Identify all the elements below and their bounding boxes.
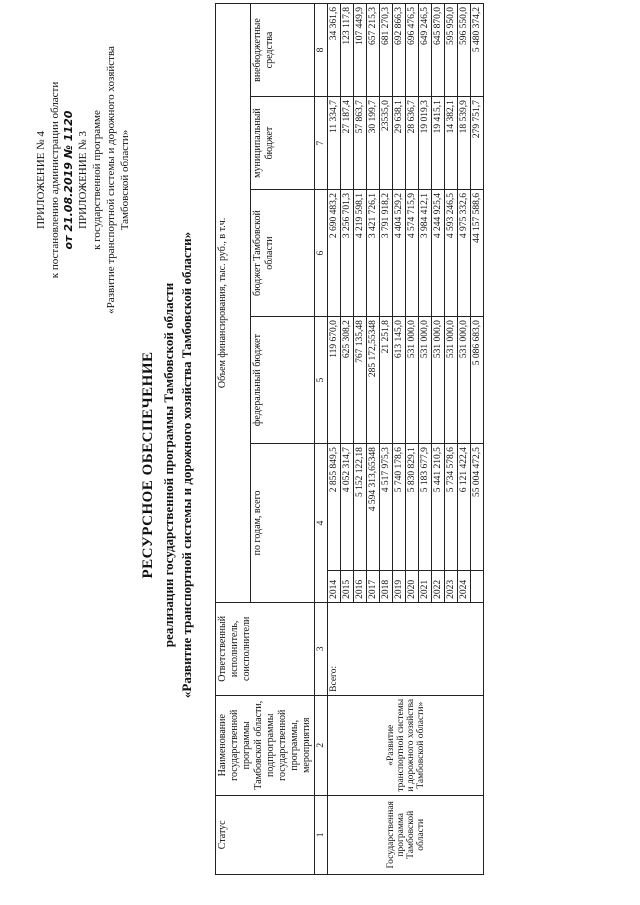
- document-subtitle: реализации государственной программы Тамбовской области: [161, 282, 176, 648]
- col-number: 6: [315, 190, 328, 317]
- header-by-year: по годам, всего: [251, 444, 315, 603]
- header-responsible: Ответственный исполнитель, соисполнители: [216, 602, 315, 695]
- municipal-cell: 28 636,7: [406, 97, 419, 190]
- year-cell: 2024: [458, 571, 471, 603]
- header-volume: Объем финансирования, тыс. руб., в т.ч.: [216, 4, 251, 603]
- table-body: [328, 4, 484, 875]
- year-cell: 2015: [341, 571, 354, 603]
- appendix-line-3: ПРИЛОЖЕНИЕ № 3: [77, 131, 89, 229]
- year-cell: 2019: [393, 571, 406, 603]
- federal-cell: 531 000,0: [406, 317, 419, 444]
- extra-cell: 696 476,5: [406, 4, 419, 97]
- regional-cell: 3 984 412,1: [419, 190, 432, 317]
- year-cell: 2021: [419, 571, 432, 603]
- total-cell: 2 855 849,5: [328, 444, 341, 571]
- municipal-cell: 57 863,7: [354, 97, 367, 190]
- year-cell: 2018: [380, 571, 393, 603]
- total-cell: 6 121 422,4: [458, 444, 471, 571]
- year-cell: 2022: [432, 571, 445, 603]
- extra-cell: 123 117,8: [341, 4, 354, 97]
- municipal-cell: 18 539,9: [458, 97, 471, 190]
- extra-cell: 595 950,0: [445, 4, 458, 97]
- year-cell: 2014: [328, 571, 341, 603]
- summary-total-cell: 55 004 472,5: [471, 444, 484, 571]
- federal-cell: 767 135,48: [354, 317, 367, 444]
- total-cell: 5 830 829,1: [406, 444, 419, 571]
- appendix-line-5: «Развитие транспортной системы и дорожного хозяйства: [105, 46, 117, 314]
- municipal-cell: 19 019,3: [419, 97, 432, 190]
- regional-cell: 3 256 701,3: [341, 190, 354, 317]
- regional-cell: 4 593 246,5: [445, 190, 458, 317]
- year-cell: 2017: [367, 571, 380, 603]
- summary-extra-cell: 5 480 374,2: [471, 4, 484, 97]
- col-number: 1: [315, 795, 328, 874]
- extra-cell: 645 870,0: [432, 4, 445, 97]
- total-cell: 4 517 975,3: [380, 444, 393, 571]
- document-title: РЕСУРСНОЕ ОБЕСПЕЧЕНИЕ: [140, 351, 156, 579]
- municipal-cell: 14 382,1: [445, 97, 458, 190]
- extra-cell: 649 246,5: [419, 4, 432, 97]
- col-number: 2: [315, 695, 328, 795]
- regional-cell: 4 404 529,2: [393, 190, 406, 317]
- extra-cell: 107 449,9: [354, 4, 367, 97]
- appendix-line-1: ПРИЛОЖЕНИЕ № 4: [35, 131, 47, 229]
- summary-regional-cell: 44 157 588,6: [471, 190, 484, 317]
- header-municipal: муниципальный бюджет: [251, 97, 315, 190]
- federal-cell: 531 000,0: [458, 317, 471, 444]
- federal-cell: 625 308,2: [341, 317, 354, 444]
- header-regional: бюджет Тамбовской области: [251, 190, 315, 317]
- municipal-cell: 27 187,4: [341, 97, 354, 190]
- federal-cell: 531 000,0: [419, 317, 432, 444]
- summary-municipal-cell: 279 751,7: [471, 97, 484, 190]
- summary-federal-cell: 5 086 683,0: [471, 317, 484, 444]
- federal-cell: 119 670,0: [328, 317, 341, 444]
- appendix-line-6: Тамбовской области»: [119, 129, 131, 231]
- total-cell: 5 734 578,6: [445, 444, 458, 571]
- federal-cell: 285 172,55348: [367, 317, 380, 444]
- col-number: 5: [315, 317, 328, 444]
- regional-cell: 3 421 726,1: [367, 190, 380, 317]
- col-number: 7: [315, 97, 328, 190]
- header-status: Статус: [216, 795, 315, 874]
- municipal-cell: 30 199,7: [367, 97, 380, 190]
- total-cell: 5 152 122,18: [354, 444, 367, 571]
- total-cell: 4 052 314,7: [341, 444, 354, 571]
- status-cell: Государственная программа Тамбовской области: [328, 795, 484, 874]
- signature-date: от 21.08.2019 № 1120: [62, 110, 75, 250]
- col-number: 3: [315, 602, 328, 695]
- appendix-line-2: к постановлению администрации области: [49, 81, 61, 279]
- federal-cell: 531 000,0: [445, 317, 458, 444]
- appendix-line-4: к государственной программе: [91, 110, 103, 250]
- extra-cell: 596 550,0: [458, 4, 471, 97]
- municipal-cell: 29 638,1: [393, 97, 406, 190]
- resource-table: [215, 3, 484, 875]
- federal-cell: 613 145,0: [393, 317, 406, 444]
- year-cell: 2016: [354, 571, 367, 603]
- table-row: [328, 4, 341, 875]
- total-cell: 4 594 313,65348: [367, 444, 380, 571]
- headings: [140, 155, 195, 775]
- year-cell: 2023: [445, 571, 458, 603]
- federal-cell: 21 251,8: [380, 317, 393, 444]
- extra-cell: 657 215,3: [367, 4, 380, 97]
- summary-year-cell: [471, 571, 484, 603]
- municipal-cell: 23535,0: [380, 97, 393, 190]
- total-cell: 5 441 210,5: [432, 444, 445, 571]
- regional-cell: 4 975 332,6: [458, 190, 471, 317]
- regional-cell: 4 219 598,1: [354, 190, 367, 317]
- header-name: Наименование государственной программы Тамбовской области, подпрограммы государственной программы, мероприятия: [216, 695, 315, 795]
- col-number: 4: [315, 444, 328, 603]
- regional-cell: 4 244 925,4: [432, 190, 445, 317]
- municipal-cell: 19 415,1: [432, 97, 445, 190]
- year-cell: 2020: [406, 571, 419, 603]
- municipal-cell: 11 334,7: [328, 97, 341, 190]
- header-extra: внебюджетные средства: [251, 4, 315, 97]
- total-cell: 5 183 677,9: [419, 444, 432, 571]
- extra-cell: 681 270,3: [380, 4, 393, 97]
- responsible-cell: Всего:: [328, 602, 484, 695]
- program-name: «Развитие транспортной системы и дорожного хозяйства Тамбовской области»: [179, 231, 194, 699]
- extra-cell: 34 361,6: [328, 4, 341, 97]
- regional-cell: 3 791 918,2: [380, 190, 393, 317]
- regional-cell: 2 690 483,2: [328, 190, 341, 317]
- header-federal: федеральный бюджет: [251, 317, 315, 444]
- federal-cell: 531 000,0: [432, 317, 445, 444]
- extra-cell: 692 866,3: [393, 4, 406, 97]
- regional-cell: 4 574 715,9: [406, 190, 419, 317]
- col-number: 8: [315, 4, 328, 97]
- appendix-block: [34, 10, 132, 350]
- program-name-cell: «Развитие транспортной системы и дорожного хозяйства Тамбовской области»: [328, 695, 484, 795]
- total-cell: 5 740 178,6: [393, 444, 406, 571]
